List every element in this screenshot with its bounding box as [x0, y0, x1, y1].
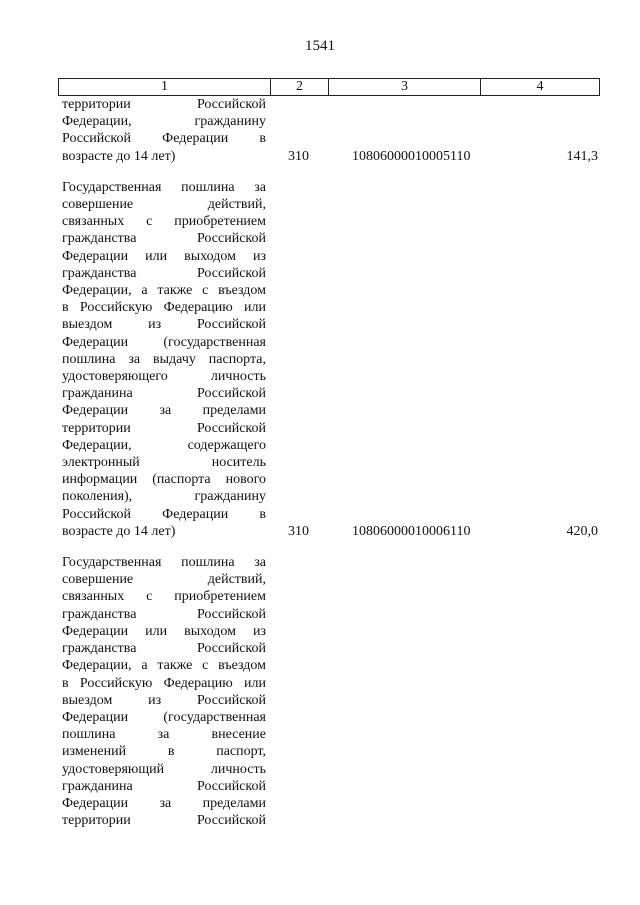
- description-line: Федерации (государственная: [62, 334, 266, 350]
- description-line: выездом из Российской: [62, 692, 266, 708]
- description-line: связанных с приобретением: [62, 589, 266, 605]
- description-line: Государственная пошлина за: [62, 179, 266, 195]
- description-line: выездом из Российской: [62, 317, 266, 333]
- admin-code-cell: 310: [288, 148, 309, 164]
- column-header-2: 2: [271, 79, 329, 96]
- description-line: Государственная пошлина за: [62, 555, 266, 571]
- description-line: гражданства Российской: [62, 231, 266, 247]
- row-description: [62, 554, 266, 829]
- description-line: изменений в паспорт,: [62, 744, 266, 760]
- column-header-3: 3: [329, 79, 481, 96]
- description-line: территории Российской: [62, 97, 266, 112]
- table-body: [0, 96, 640, 829]
- description-line: гражданина Российской: [62, 778, 266, 794]
- description-line: информации (паспорта нового: [62, 472, 266, 488]
- amount-cell: 141,3: [566, 148, 598, 164]
- row-description: [62, 96, 266, 165]
- description-line: Российской Федерации в: [62, 131, 266, 147]
- description-line: Федерации за пределами: [62, 403, 266, 419]
- description-line: совершение действий,: [62, 197, 266, 213]
- description-line: гражданина Российской: [62, 386, 266, 402]
- description-line: Федерации, а также с въездом: [62, 658, 266, 674]
- description-line: связанных с приобретением: [62, 214, 266, 230]
- description-line: Федерации или выходом из: [62, 248, 266, 264]
- description-line: поколения), гражданину: [62, 489, 266, 505]
- description-line: возрасте до 14 лет): [62, 523, 176, 539]
- budget-code-cell: 10806000010005110: [352, 148, 471, 164]
- column-header-row: [59, 79, 600, 96]
- description-line: гражданства Российской: [62, 606, 266, 622]
- description-line: в Российскую Федерацию или: [62, 300, 266, 316]
- description-line: пошлина за выдачу паспорта,: [62, 351, 266, 367]
- description-line: Федерации или выходом из: [62, 623, 266, 639]
- column-header-table: [58, 78, 600, 96]
- amount-cell: 420,0: [566, 523, 598, 539]
- description-line: удостоверяющего личность: [62, 369, 266, 385]
- description-line: Федерации, гражданину: [62, 114, 266, 130]
- table-row: [0, 96, 640, 165]
- column-header-4: 4: [481, 79, 600, 96]
- table-row: [0, 554, 640, 829]
- description-line: электронный носитель: [62, 455, 266, 471]
- column-header-1: 1: [59, 79, 271, 96]
- description-line: удостоверяющий личность: [62, 761, 266, 777]
- description-line: Федерации за пределами: [62, 795, 266, 811]
- description-line: гражданства Российской: [62, 641, 266, 657]
- description-line: территории Российской: [62, 813, 266, 829]
- budget-code-cell: 10806000010006110: [352, 523, 471, 539]
- description-line: в Российскую Федерацию или: [62, 675, 266, 691]
- description-line: Российской Федерации в: [62, 506, 266, 522]
- description-line: Федерации, а также с въездом: [62, 283, 266, 299]
- description-line: Федерации (государственная: [62, 709, 266, 725]
- page-number: 1541: [305, 38, 335, 54]
- table-row: [0, 179, 640, 540]
- description-line: Федерации, содержащего: [62, 437, 266, 453]
- description-line: пошлина за внесение: [62, 727, 266, 743]
- admin-code-cell: 310: [288, 523, 309, 539]
- row-description: [62, 179, 266, 540]
- description-line: территории Российской: [62, 420, 266, 436]
- description-line: возрасте до 14 лет): [62, 148, 176, 164]
- description-line: гражданства Российской: [62, 265, 266, 281]
- description-line: совершение действий,: [62, 572, 266, 588]
